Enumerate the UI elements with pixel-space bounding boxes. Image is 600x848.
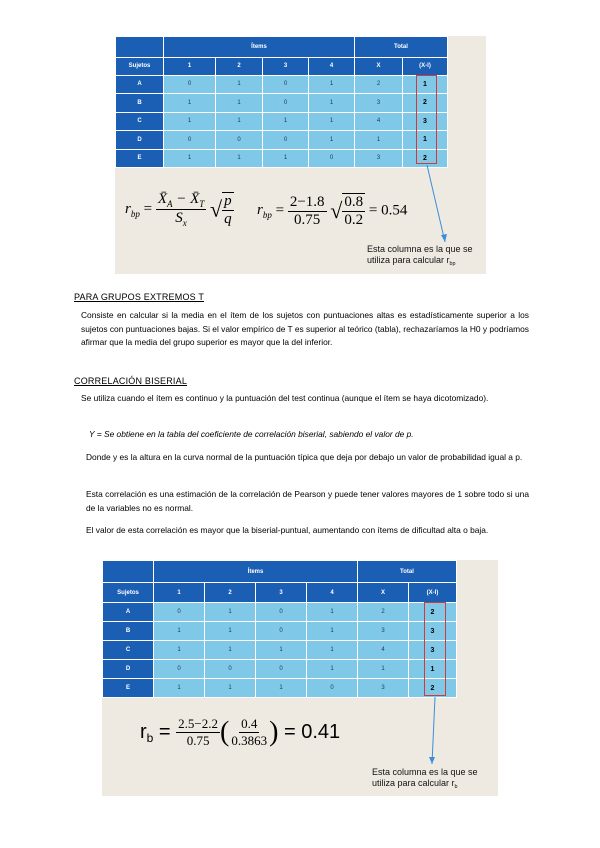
- table-cell: 1: [309, 94, 355, 113]
- x-minus-i-cell: 3: [403, 112, 448, 131]
- slide-1: [115, 36, 486, 274]
- table-cell: 1: [355, 131, 403, 150]
- table-cell: 1: [309, 75, 355, 94]
- row-label: B: [116, 94, 164, 113]
- x-minus-i-cell: 1: [409, 660, 457, 679]
- table-cell: 1: [154, 679, 205, 698]
- table-cell: 1: [164, 112, 216, 131]
- x-minus-i-cell: 1: [403, 131, 448, 150]
- table-cell: 1: [216, 149, 263, 168]
- paragraph-biserial-5: El valor de esta correlación es mayor que la biserial-puntual, aumentando con ítems de dificultad alta o baja.: [86, 525, 489, 535]
- formula-rbp-general: $r_{bp}$ = $\frac{X̄_A - X̄_T}{S_x}$ √ $\frac{p}{q}$: [125, 191, 232, 228]
- paragraph-biserial-2: Y = Se obtiene en la tabla del coeficiente de correlación biserial, sabiendo el valor de p.: [89, 429, 414, 439]
- table-cell: 0: [263, 75, 309, 94]
- paragraph-biserial-3: Donde y es la altura en la curva normal de la puntuación típica que deja por debajo un valor de probabilidad igual a p.: [86, 452, 523, 462]
- arrow-icon: [115, 36, 486, 274]
- col-header: Sujetos: [116, 58, 164, 76]
- table-cell: 3: [358, 622, 409, 641]
- table-cell: 0: [216, 131, 263, 150]
- row-label: E: [103, 679, 154, 698]
- col-header: 1: [164, 58, 216, 76]
- table-cell: 1: [205, 622, 256, 641]
- table-cell: 2: [358, 603, 409, 622]
- formula-rb: $r_b$ = $\frac{2.5-2.2}{0.75}$ ( $\frac{0.4}{0.3863}$ ) = 0.41: [140, 716, 341, 748]
- table-cell: 0: [263, 94, 309, 113]
- row-label: C: [116, 112, 164, 131]
- paragraph-biserial-4: Esta correlación es una estimación de la correlación de Pearson y puede tener valores mayores de 1 sobre todo si una de la variables no es normal.: [86, 489, 529, 513]
- table-cell: 1: [307, 622, 358, 641]
- table-cell: 1: [205, 603, 256, 622]
- table-cell: 1: [154, 641, 205, 660]
- table-cell: 0: [154, 660, 205, 679]
- arrow-icon: [102, 560, 498, 796]
- table-cell: 0: [164, 131, 216, 150]
- col-header: Sujetos: [103, 583, 154, 603]
- col-header: 1: [154, 583, 205, 603]
- x-minus-i-cell: 2: [403, 94, 448, 113]
- table-cell: 0: [256, 622, 307, 641]
- x-minus-i-cell: 2: [409, 603, 457, 622]
- table-cell: 1: [164, 149, 216, 168]
- table-cell: 2: [355, 75, 403, 94]
- row-label: D: [103, 660, 154, 679]
- table-cell: 1: [256, 679, 307, 698]
- table-cell: 1: [307, 641, 358, 660]
- heading-correlacion-biserial: CORRELACIÓN BISERIAL: [74, 376, 188, 386]
- table-cell: 0: [256, 660, 307, 679]
- table-cell: 4: [358, 641, 409, 660]
- table-cell: 1: [205, 679, 256, 698]
- col-header: 2: [216, 58, 263, 76]
- col-header: 3: [263, 58, 309, 76]
- row-label: C: [103, 641, 154, 660]
- items-header: Ítems: [154, 561, 358, 583]
- table-cell: 1: [216, 75, 263, 94]
- x-minus-i-cell: 2: [403, 149, 448, 168]
- table-cell: 1: [216, 94, 263, 113]
- col-header: 2: [205, 583, 256, 603]
- paragraph-biserial-1: Se utiliza cuando el ítem es continuo y la puntuación del test continua (aunque el ítem se haya dicotomizado).: [81, 393, 489, 403]
- items-header: Ítems: [164, 37, 355, 58]
- slide-2: [102, 560, 498, 796]
- table-cell: 1: [307, 660, 358, 679]
- col-header: (X-I): [403, 58, 448, 76]
- table-cell: 0: [205, 660, 256, 679]
- x-minus-i-cell: 3: [409, 622, 457, 641]
- table-cell: 1: [309, 131, 355, 150]
- total-header: Total: [358, 561, 457, 583]
- table-cell: 1: [309, 112, 355, 131]
- col-header: X: [358, 583, 409, 603]
- formula-rbp-calc: $r_{bp}$ = $\frac{2-1.8}{0.75}$ √ $\frac{0.8}{0.2}$ = 0.54: [257, 193, 408, 228]
- row-label: A: [103, 603, 154, 622]
- table-cell: 0: [164, 75, 216, 94]
- table-cell: 1: [154, 622, 205, 641]
- row-label: E: [116, 149, 164, 168]
- row-label: D: [116, 131, 164, 150]
- table-cell: 3: [355, 94, 403, 113]
- table-cell: 0: [307, 679, 358, 698]
- row-label: A: [116, 75, 164, 94]
- table-cell: 1: [164, 94, 216, 113]
- table-cell: 1: [263, 149, 309, 168]
- column-note-2: Esta columna es la que se utiliza para calcular $r_b$: [372, 767, 478, 790]
- table-cell: 1: [307, 603, 358, 622]
- table-cell: 1: [256, 641, 307, 660]
- table-cell: 3: [355, 149, 403, 168]
- col-header: 3: [256, 583, 307, 603]
- heading-grupos-extremos: PARA GRUPOS EXTREMOS T: [74, 292, 205, 302]
- table-cell: 1: [216, 112, 263, 131]
- x-minus-i-cell: 2: [409, 679, 457, 698]
- table-cell: 1: [263, 112, 309, 131]
- column-note-1: Esta columna es la que se utiliza para calcular $r_{bp}$: [367, 244, 473, 267]
- col-header: 4: [309, 58, 355, 76]
- table-cell: 0: [263, 131, 309, 150]
- table-cell: 4: [355, 112, 403, 131]
- table-cell: 0: [154, 603, 205, 622]
- col-header: (X-I): [409, 583, 457, 603]
- paragraph-grupos-extremos: Consiste en calcular si la media en el ítem de los sujetos con puntuaciones altas es estadísticamente superior a los sujetos con puntuaciones bajas. Si el valor empírico de T es superior al teórico (tabla), rechazaríamos la H0 y podríamos afirmar que la media del grupo superior es mayor que la del inferior.: [81, 310, 529, 347]
- table-cell: 3: [358, 679, 409, 698]
- table-cell: 1: [358, 660, 409, 679]
- table-cell: 1: [205, 641, 256, 660]
- total-header: Total: [355, 37, 448, 58]
- x-minus-i-cell: 3: [409, 641, 457, 660]
- col-header: X: [355, 58, 403, 76]
- x-minus-i-cell: 1: [403, 75, 448, 94]
- table-cell: 0: [256, 603, 307, 622]
- table-cell: 0: [309, 149, 355, 168]
- row-label: B: [103, 622, 154, 641]
- col-header: 4: [307, 583, 358, 603]
